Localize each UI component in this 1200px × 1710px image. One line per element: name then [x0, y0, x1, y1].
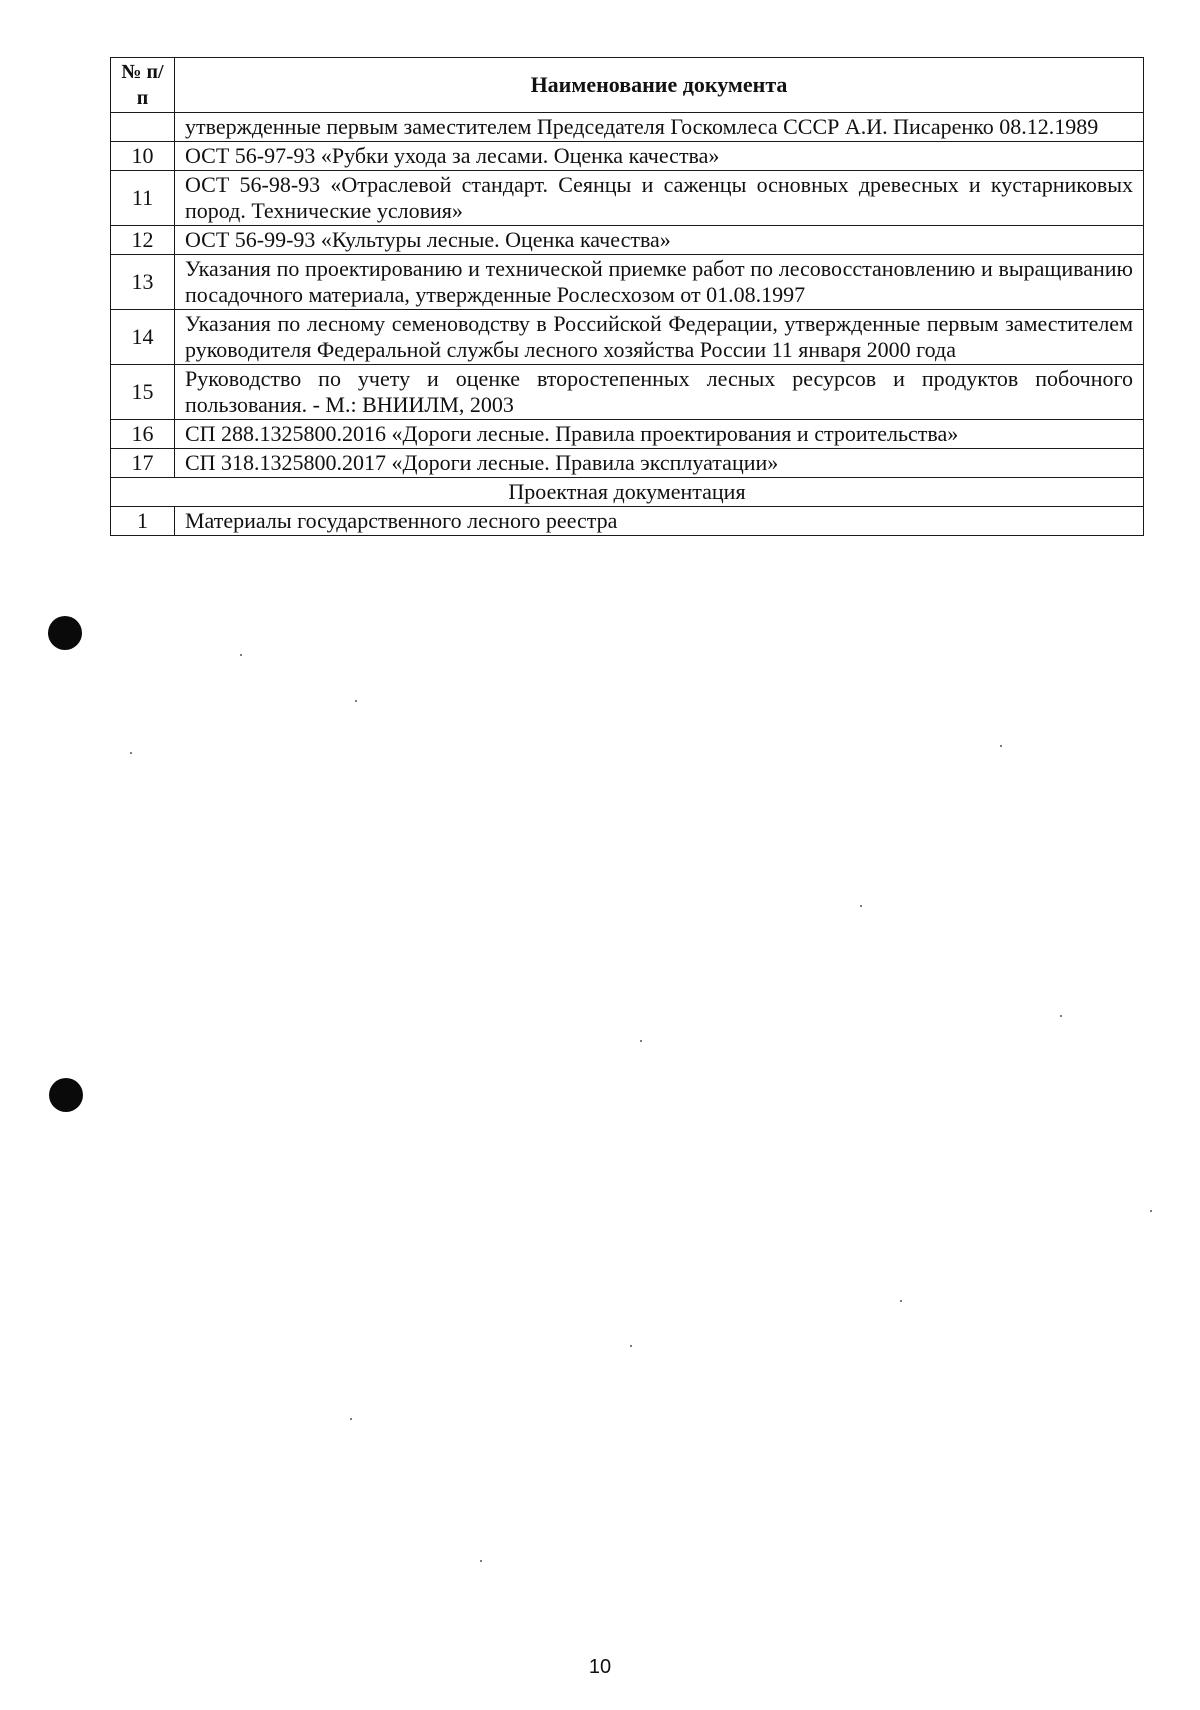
row-document-name: ОСТ 56-97-93 «Рубки ухода за лесами. Оценка качества»: [175, 142, 1144, 171]
header-document-name: Наименование документа: [175, 58, 1144, 113]
section-title: Проектная документация: [111, 478, 1144, 507]
scan-speck: [350, 1418, 352, 1420]
scan-speck: [1060, 1015, 1062, 1017]
table-row: [111, 171, 1144, 226]
row-document-name: СП 318.1325800.2017 «Дороги лесные. Правила эксплуатации»: [175, 449, 1144, 478]
row-number: 10: [111, 142, 175, 171]
table-row: [111, 449, 1144, 478]
scan-speck: [1150, 1210, 1152, 1212]
table-row: [111, 310, 1144, 365]
row-document-name: Материалы государственного лесного реестра: [175, 507, 1144, 536]
section-header-row: [111, 478, 1144, 507]
row-number: 12: [111, 226, 175, 255]
row-document-name: Указания по лесному семеноводству в Российской Федерации, утвержденные первым заместителем руководителя Федеральной службы лесного хозяйства России 11 января 2000 года: [175, 310, 1144, 365]
row-document-name: ОСТ 56-99-93 «Культуры лесные. Оценка качества»: [175, 226, 1144, 255]
row-number: 17: [111, 449, 175, 478]
row-number: 15: [111, 365, 175, 420]
scan-speck: [130, 752, 132, 754]
punch-hole: [49, 1078, 83, 1112]
row-number: 1: [111, 507, 175, 536]
scan-speck: [355, 700, 357, 702]
scan-speck: [240, 654, 242, 656]
table-row: [111, 420, 1144, 449]
scan-speck: [630, 1345, 632, 1347]
table-row: [111, 113, 1144, 142]
row-number: 11: [111, 171, 175, 226]
table-row: [111, 226, 1144, 255]
table-row: [111, 255, 1144, 310]
row-number: 14: [111, 310, 175, 365]
documents-table: [110, 57, 1144, 536]
header-number: № п/п: [111, 58, 175, 113]
row-document-name: СП 288.1325800.2016 «Дороги лесные. Правила проектирования и строительства»: [175, 420, 1144, 449]
scan-speck: [480, 1560, 482, 1562]
scan-speck: [1000, 745, 1002, 747]
row-document-name: утвержденные первым заместителем Председателя Госкомлеса СССР А.И. Писаренко 08.12.1989: [175, 113, 1144, 142]
scan-speck: [860, 905, 862, 907]
table-row: [111, 507, 1144, 536]
table-row: [111, 142, 1144, 171]
punch-hole: [48, 616, 82, 650]
row-document-name: Руководство по учету и оценке второстепенных лесных ресурсов и продуктов побочного пользования. - М.: ВНИИЛМ, 2003: [175, 365, 1144, 420]
table-row: [111, 365, 1144, 420]
row-document-name: ОСТ 56-98-93 «Отраслевой стандарт. Сеянцы и саженцы основных древесных и кустарниковых пород. Технические условия»: [175, 171, 1144, 226]
scan-speck: [900, 1300, 902, 1302]
page-number: 10: [588, 1656, 612, 1678]
table-header-row: [111, 58, 1144, 113]
row-number: [111, 113, 175, 142]
row-number: 13: [111, 255, 175, 310]
scan-speck: [640, 1040, 642, 1042]
row-number: 16: [111, 420, 175, 449]
row-document-name: Указания по проектированию и технической приемке работ по лесовосстановлению и выращиванию посадочного материала, утвержденные Рослесхозом от 01.08.1997: [175, 255, 1144, 310]
